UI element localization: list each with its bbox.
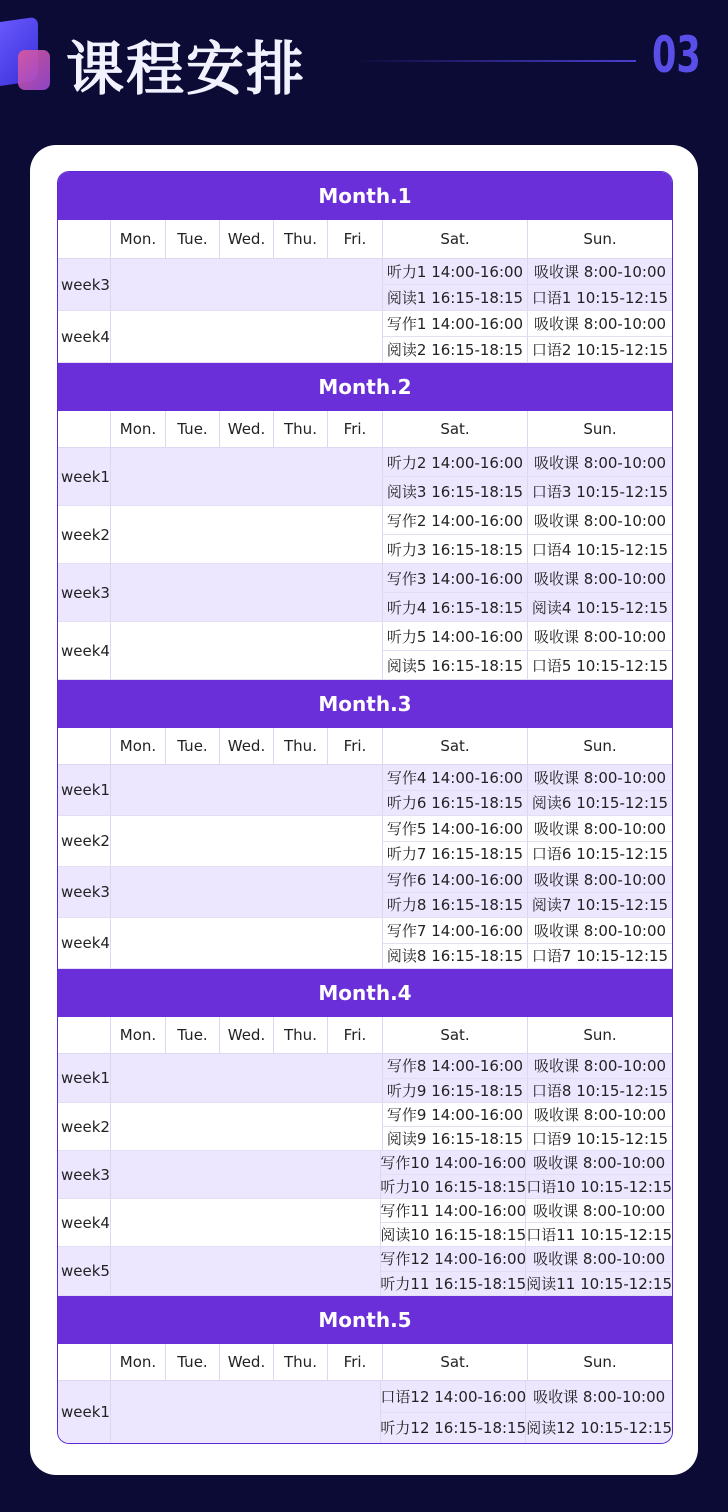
- weekend-sessions: [381, 1381, 672, 1443]
- sunday-session: 吸收课 8:00-10:00: [533, 1250, 666, 1269]
- session-line: [383, 593, 672, 621]
- weekday-header: Wed.: [220, 1344, 274, 1380]
- session-line: [383, 651, 672, 679]
- sunday-session: 口语5 10:15-12:15: [531, 656, 669, 675]
- sunday-session: 阅读6 10:15-12:15: [531, 794, 669, 813]
- saturday-session: 口语12 14:00-16:00: [381, 1381, 526, 1412]
- saturday-session: 阅读1 16:15-18:15: [383, 285, 528, 310]
- week-label: week3: [58, 259, 111, 310]
- weekday-empty-cells: [111, 259, 383, 310]
- weekday-header-row: [58, 1344, 672, 1381]
- weekday-header-row: [58, 728, 672, 765]
- saturday-session: 写作10 14:00-16:00: [381, 1151, 526, 1174]
- week-label: week3: [58, 1151, 111, 1198]
- saturday-session: 听力12 16:15-18:15: [381, 1413, 526, 1444]
- saturday-session: 听力1 14:00-16:00: [383, 259, 528, 284]
- weekday-empty-cells: [111, 622, 383, 679]
- weekday-header: Wed.: [220, 411, 274, 447]
- saturday-session: 听力9 16:15-18:15: [383, 1079, 528, 1103]
- sunday-session: 吸收课 8:00-10:00: [533, 511, 667, 530]
- session-line: [383, 564, 672, 593]
- sunday-session: 吸收课 8:00-10:00: [533, 1106, 667, 1124]
- session-line: [383, 893, 672, 918]
- weekday-header: Thu.: [274, 220, 328, 258]
- saturday-session: 写作4 14:00-16:00: [383, 765, 528, 790]
- session-line: [383, 448, 672, 477]
- weekday-header: Fri.: [328, 220, 383, 258]
- weekday-header: Tue.: [166, 411, 220, 447]
- week-label: week5: [58, 1247, 111, 1295]
- session-line: [383, 944, 672, 969]
- month-title: Month.3: [58, 680, 672, 728]
- week-row: [58, 1247, 672, 1296]
- session-line: [383, 918, 672, 944]
- week-row: [58, 816, 672, 867]
- weekday-header: Sat.: [383, 1017, 528, 1053]
- week-row: [58, 448, 672, 506]
- week-label: week4: [58, 311, 111, 362]
- saturday-session: 听力8 16:15-18:15: [383, 893, 528, 918]
- weekday-header: Sat.: [383, 220, 528, 258]
- page-title: 课程安排: [66, 35, 307, 103]
- weekend-sessions: [383, 622, 672, 679]
- weekday-header-row: [58, 220, 672, 259]
- week-row: [58, 259, 672, 311]
- sunday-session: 吸收课 8:00-10:00: [533, 453, 667, 472]
- weekday-header: Mon.: [111, 411, 166, 447]
- saturday-session: 写作6 14:00-16:00: [383, 867, 528, 892]
- saturday-session: 听力11 16:15-18:15: [381, 1272, 526, 1296]
- session-line: [383, 259, 672, 285]
- weekday-header: Fri.: [328, 411, 383, 447]
- sunday-session: 口语1 10:15-12:15: [531, 289, 669, 307]
- weekday-header: Sun.: [583, 420, 617, 438]
- weekday-header: Thu.: [274, 1344, 328, 1380]
- saturday-session: 写作11 14:00-16:00: [381, 1199, 526, 1222]
- sunday-session: 吸收课 8:00-10:00: [533, 263, 667, 281]
- session-line: [381, 1247, 672, 1272]
- weekday-header: Mon.: [111, 1344, 166, 1380]
- weekday-header: Mon.: [111, 728, 166, 764]
- weekend-sessions: [383, 1103, 672, 1150]
- saturday-session: 听力6 16:15-18:15: [383, 791, 528, 816]
- weekend-sessions: [383, 918, 672, 968]
- week-row: [58, 1103, 672, 1151]
- session-line: [383, 867, 672, 893]
- sunday-session: 口语4 10:15-12:15: [531, 540, 669, 559]
- weekday-header: Thu.: [274, 1017, 328, 1053]
- weekday-header: Thu.: [274, 411, 328, 447]
- logo-accent-icon: [18, 50, 50, 90]
- weekend-sessions: [383, 867, 672, 917]
- sunday-session: 吸收课 8:00-10:00: [533, 569, 667, 588]
- session-line: [381, 1223, 672, 1246]
- session-line: [383, 765, 672, 791]
- weekday-empty-cells: [111, 506, 383, 563]
- weekday-header-row: [58, 411, 672, 448]
- sunday-session: 吸收课 8:00-10:00: [533, 627, 667, 646]
- weekend-sessions: [383, 506, 672, 563]
- sunday-session: 阅读4 10:15-12:15: [531, 598, 669, 617]
- sunday-session: 口语2 10:15-12:15: [531, 341, 669, 359]
- week-label: week3: [58, 867, 111, 917]
- saturday-session: 听力2 14:00-16:00: [383, 448, 528, 476]
- session-line: [381, 1413, 672, 1444]
- weekend-sessions: [383, 259, 672, 310]
- sunday-session: 阅读7 10:15-12:15: [531, 896, 669, 915]
- weekday-header: Tue.: [166, 728, 220, 764]
- weekday-empty-cells: [111, 918, 383, 968]
- weekday-header: Tue.: [166, 1344, 220, 1380]
- week-label: week2: [58, 1103, 111, 1150]
- weekday-empty-cells: [111, 564, 383, 621]
- session-line: [383, 1079, 672, 1103]
- weekday-header: Thu.: [274, 728, 328, 764]
- week-row: [58, 1151, 672, 1199]
- week-row: [58, 918, 672, 969]
- sunday-session: 吸收课 8:00-10:00: [533, 1202, 666, 1220]
- sunday-session: 吸收课 8:00-10:00: [533, 1387, 666, 1406]
- weekday-empty-cells: [111, 1054, 383, 1102]
- weekday-header: Sun.: [583, 1353, 617, 1371]
- weekend-sessions: [383, 448, 672, 505]
- sunday-session: 阅读11 10:15-12:15: [526, 1274, 672, 1293]
- saturday-session: 写作2 14:00-16:00: [383, 506, 528, 534]
- session-line: [383, 842, 672, 867]
- week-label: week4: [58, 622, 111, 679]
- month-title: Month.4: [58, 969, 672, 1017]
- sunday-session: 吸收课 8:00-10:00: [533, 921, 667, 940]
- session-line: [383, 535, 672, 563]
- sunday-session: 口语9 10:15-12:15: [531, 1130, 669, 1148]
- saturday-session: 写作7 14:00-16:00: [383, 918, 528, 943]
- sunday-session: 口语6 10:15-12:15: [531, 845, 669, 864]
- week-label: week4: [58, 1199, 111, 1246]
- weekday-header: Tue.: [166, 220, 220, 258]
- session-line: [381, 1381, 672, 1413]
- session-line: [383, 311, 672, 337]
- weekend-sessions: [383, 1054, 672, 1102]
- weekday-header: Fri.: [328, 1017, 383, 1053]
- month-title: Month.2: [58, 363, 672, 411]
- session-line: [383, 622, 672, 651]
- session-line: [383, 1103, 672, 1127]
- header-corner-cell: [58, 411, 111, 447]
- weekday-empty-cells: [111, 311, 383, 362]
- weekend-sessions: [383, 816, 672, 866]
- week-row: [58, 1381, 672, 1443]
- saturday-session: 听力10 16:15-18:15: [381, 1175, 526, 1198]
- sunday-session: 吸收课 8:00-10:00: [533, 819, 667, 838]
- weekday-header: Mon.: [111, 220, 166, 258]
- weekday-header: Sun.: [583, 230, 617, 248]
- saturday-session: 写作5 14:00-16:00: [383, 816, 528, 841]
- saturday-session: 阅读3 16:15-18:15: [383, 477, 528, 505]
- weekend-sessions: [383, 765, 672, 815]
- week-label: week2: [58, 506, 111, 563]
- week-label: week1: [58, 1054, 111, 1102]
- week-row: [58, 622, 672, 680]
- saturday-session: 听力7 16:15-18:15: [383, 842, 528, 867]
- session-line: [383, 506, 672, 535]
- sunday-session: 吸收课 8:00-10:00: [533, 768, 667, 787]
- week-row: [58, 506, 672, 564]
- saturday-session: 写作12 14:00-16:00: [381, 1247, 526, 1271]
- saturday-session: 写作3 14:00-16:00: [383, 564, 528, 592]
- session-line: [383, 337, 672, 362]
- session-line: [383, 1127, 672, 1150]
- header-divider: [350, 60, 636, 62]
- weekend-sessions: [383, 311, 672, 362]
- weekend-sessions: [381, 1151, 672, 1198]
- saturday-session: 写作9 14:00-16:00: [383, 1103, 528, 1126]
- month-title: Month.1: [58, 172, 672, 220]
- week-row: [58, 867, 672, 918]
- page-header: [0, 0, 728, 130]
- weekday-empty-cells: [111, 1381, 381, 1443]
- weekday-empty-cells: [111, 1247, 381, 1295]
- weekday-header: Mon.: [111, 1017, 166, 1053]
- weekend-sessions: [383, 564, 672, 621]
- weekday-header: Wed.: [220, 1017, 274, 1053]
- sunday-session: 吸收课 8:00-10:00: [533, 315, 667, 333]
- session-line: [383, 477, 672, 505]
- session-line: [383, 1054, 672, 1079]
- weekend-sessions: [381, 1247, 672, 1295]
- schedule-table: [57, 171, 673, 1444]
- sunday-session: 口语10 10:15-12:15: [526, 1178, 672, 1196]
- section-number: 03: [652, 26, 701, 84]
- saturday-session: 写作1 14:00-16:00: [383, 311, 528, 336]
- saturday-session: 听力4 16:15-18:15: [383, 593, 528, 621]
- weekday-empty-cells: [111, 1103, 383, 1150]
- session-line: [381, 1151, 672, 1175]
- weekday-header: Sat.: [383, 728, 528, 764]
- saturday-session: 写作8 14:00-16:00: [383, 1054, 528, 1078]
- week-label: week3: [58, 564, 111, 621]
- saturday-session: 听力5 14:00-16:00: [383, 622, 528, 650]
- saturday-session: 阅读8 16:15-18:15: [383, 944, 528, 969]
- weekday-header: Sun.: [583, 737, 617, 755]
- sunday-session: 口语8 10:15-12:15: [531, 1081, 669, 1100]
- weekday-header-row: [58, 1017, 672, 1054]
- sunday-session: 口语7 10:15-12:15: [531, 947, 669, 966]
- weekend-sessions: [381, 1199, 672, 1246]
- week-label: week1: [58, 1381, 111, 1443]
- saturday-session: 阅读2 16:15-18:15: [383, 337, 528, 362]
- week-row: [58, 1054, 672, 1103]
- weekday-empty-cells: [111, 448, 383, 505]
- session-line: [383, 285, 672, 310]
- weekday-header: Wed.: [220, 220, 274, 258]
- saturday-session: 听力3 16:15-18:15: [383, 535, 528, 563]
- week-row: [58, 311, 672, 363]
- header-corner-cell: [58, 728, 111, 764]
- weekday-header: Sat.: [383, 1344, 528, 1380]
- weekday-header: Fri.: [328, 728, 383, 764]
- week-label: week1: [58, 765, 111, 815]
- month-title: Month.5: [58, 1296, 672, 1344]
- sunday-session: 吸收课 8:00-10:00: [533, 1154, 666, 1172]
- sunday-session: 吸收课 8:00-10:00: [533, 1057, 667, 1076]
- weekday-empty-cells: [111, 765, 383, 815]
- saturday-session: 阅读5 16:15-18:15: [383, 651, 528, 679]
- session-line: [381, 1199, 672, 1223]
- weekday-header: Sat.: [383, 411, 528, 447]
- session-line: [383, 816, 672, 842]
- session-line: [383, 791, 672, 816]
- weekday-header: Wed.: [220, 728, 274, 764]
- week-row: [58, 1199, 672, 1247]
- week-label: week1: [58, 448, 111, 505]
- week-row: [58, 564, 672, 622]
- weekday-empty-cells: [111, 1199, 381, 1246]
- header-corner-cell: [58, 1344, 111, 1380]
- weekday-header: Fri.: [328, 1344, 383, 1380]
- sunday-session: 阅读12 10:15-12:15: [526, 1419, 672, 1438]
- week-row: [58, 765, 672, 816]
- weekday-header: Tue.: [166, 1017, 220, 1053]
- week-label: week4: [58, 918, 111, 968]
- sunday-session: 口语11 10:15-12:15: [526, 1226, 672, 1244]
- header-corner-cell: [58, 1017, 111, 1053]
- week-label: week2: [58, 816, 111, 866]
- sunday-session: 口语3 10:15-12:15: [531, 482, 669, 501]
- weekday-empty-cells: [111, 1151, 381, 1198]
- session-line: [381, 1175, 672, 1198]
- saturday-session: 阅读10 16:15-18:15: [381, 1223, 526, 1246]
- weekday-empty-cells: [111, 816, 383, 866]
- sunday-session: 吸收课 8:00-10:00: [533, 870, 667, 889]
- header-corner-cell: [58, 220, 111, 258]
- weekday-header: Sun.: [583, 1026, 617, 1044]
- weekday-empty-cells: [111, 867, 383, 917]
- saturday-session: 阅读9 16:15-18:15: [383, 1127, 528, 1150]
- session-line: [381, 1272, 672, 1296]
